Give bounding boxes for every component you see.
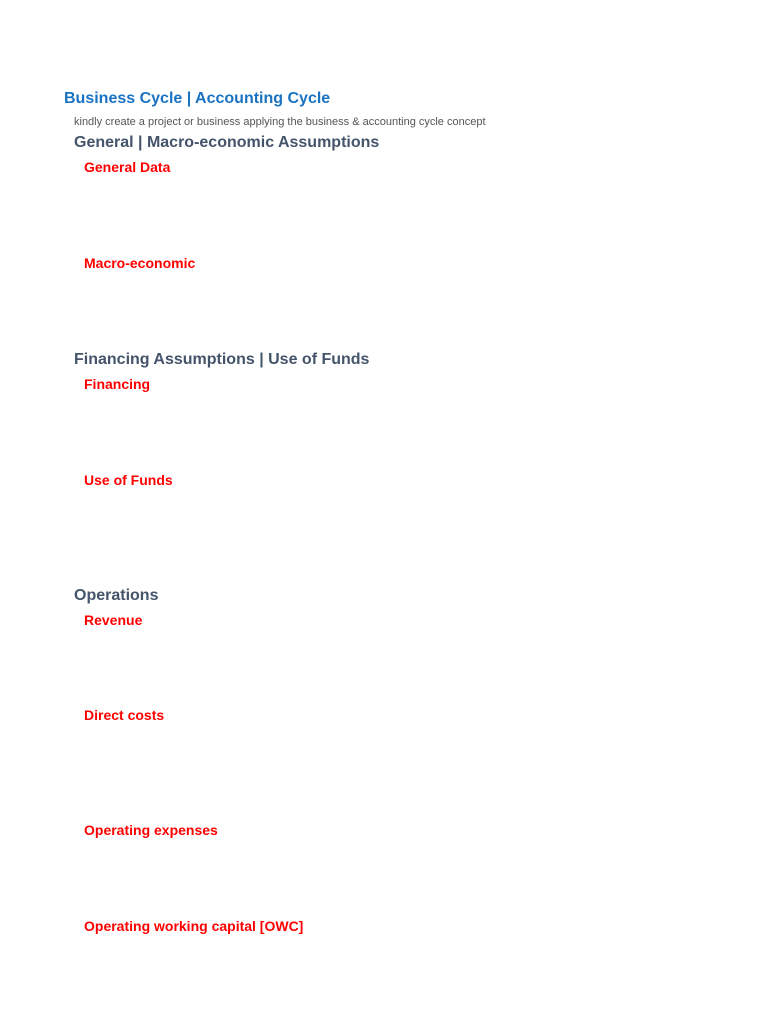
document-title: Business Cycle | Accounting Cycle (64, 90, 331, 107)
subsection-heading-revenue: Revenue (84, 612, 143, 628)
subsection-heading-direct-costs: Direct costs (84, 707, 165, 723)
document-subtitle: kindly create a project or business applying the business & accounting cycle concept (74, 116, 486, 128)
section-heading-general-macro: General | Macro-economic Assumptions (74, 134, 380, 151)
section-heading-operations: Operations (74, 587, 159, 604)
section-heading-financing-use-of-funds: Financing Assumptions | Use of Funds (74, 351, 370, 368)
subsection-heading-use-of-funds: Use of Funds (84, 472, 173, 488)
subsection-heading-financing: Financing (84, 376, 151, 392)
subsection-heading-general-data: General Data (84, 159, 171, 175)
subsection-heading-operating-expenses: Operating expenses (84, 822, 218, 838)
subsection-heading-macro-economic: Macro-economic (84, 255, 196, 271)
subsection-heading-operating-working-capital: Operating working capital [OWC] (84, 918, 304, 934)
